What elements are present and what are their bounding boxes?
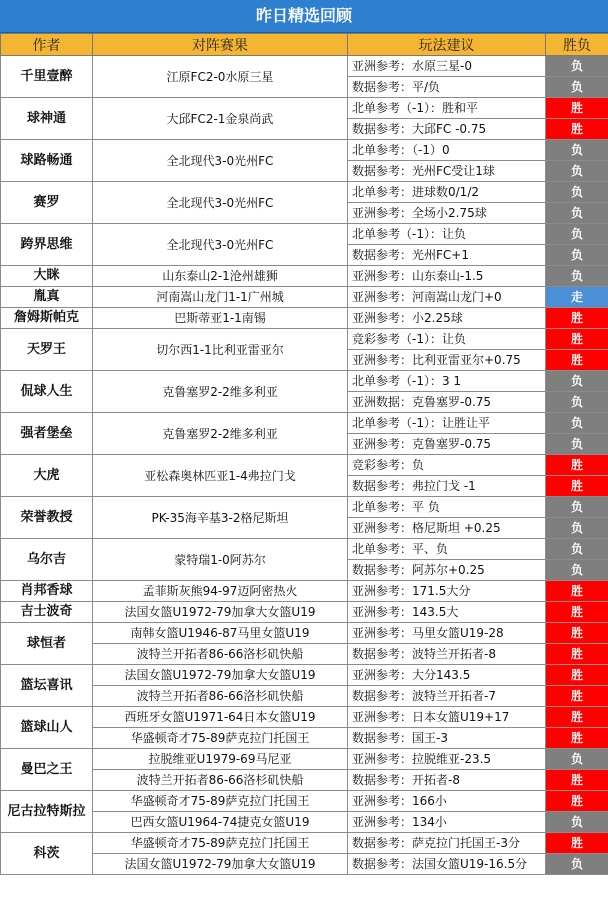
result-badge: 负: [546, 539, 608, 560]
match-cell: 克鲁塞罗2-2维多利亚: [93, 371, 348, 413]
result-badge: 胜: [546, 686, 608, 707]
match-cell: 巴西女篮U1964-74捷克女篮U19: [93, 812, 348, 833]
tip-cell: 数据参考：弗拉门戈 -1: [348, 476, 546, 497]
match-cell: 江原FC2-0水原三星: [93, 56, 348, 98]
author-cell: 球路畅通: [1, 140, 93, 182]
table-row: [1, 749, 608, 770]
match-cell: 华盛顿奇才75-89萨克拉门托国王: [93, 791, 348, 812]
tip-cell: 数据参考：大邱FC -0.75: [348, 119, 546, 140]
result-badge: 负: [546, 392, 608, 413]
tip-cell: 亚洲参考：克鲁塞罗-0.75: [348, 434, 546, 455]
author-cell: 胤真: [1, 287, 93, 308]
author-cell: 大虎: [1, 455, 93, 497]
match-cell: 波特兰开拓者86-66洛杉矶快船: [93, 644, 348, 665]
tip-cell: 数据参考：波特兰开拓者-8: [348, 644, 546, 665]
match-cell: 南韩女篮U1946-87马里女篮U19: [93, 623, 348, 644]
result-badge: 负: [546, 749, 608, 770]
tip-cell: 亚洲参考：水原三星-0: [348, 56, 546, 77]
table-row: [1, 791, 608, 812]
result-badge: 走: [546, 287, 608, 308]
author-cell: 侃球人生: [1, 371, 93, 413]
result-badge: 负: [546, 203, 608, 224]
result-badge: 负: [546, 56, 608, 77]
author-cell: 吉士波奇: [1, 602, 93, 623]
tip-cell: 北单参考：进球数0/1/2: [348, 182, 546, 203]
tip-cell: 数据参考：波特兰开拓者-7: [348, 686, 546, 707]
result-badge: 负: [546, 854, 608, 875]
match-cell: 法国女篮U1972-79加拿大女篮U19: [93, 665, 348, 686]
table-row: [1, 224, 608, 245]
tip-cell: 亚洲参考：山东泰山-1.5: [348, 266, 546, 287]
table-row: [1, 707, 608, 728]
tip-cell: 北单参考（-1）：胜和平: [348, 98, 546, 119]
results-table: [0, 33, 608, 875]
result-badge: 胜: [546, 665, 608, 686]
table-row: [1, 644, 608, 665]
tip-cell: 亚洲参考：格尼斯坦 +0.25: [348, 518, 546, 539]
result-badge: 负: [546, 434, 608, 455]
tip-cell: 亚洲参考：143.5大: [348, 602, 546, 623]
match-cell: 西班牙女篮U1971-64日本女篮U19: [93, 707, 348, 728]
author-cell: 科茨: [1, 833, 93, 875]
tip-cell: 亚洲参考：全场小2.75球: [348, 203, 546, 224]
table-row: [1, 602, 608, 623]
table-row: [1, 413, 608, 434]
table-row: [1, 539, 608, 560]
result-badge: 胜: [546, 791, 608, 812]
author-cell: 大眯: [1, 266, 93, 287]
match-cell: PK-35海辛基3-2格尼斯坦: [93, 497, 348, 539]
table-row: [1, 329, 608, 350]
tip-cell: 北单参考（-1）：让胜让平: [348, 413, 546, 434]
result-badge: 胜: [546, 350, 608, 371]
match-cell: 全北现代3-0光州FC: [93, 224, 348, 266]
tip-cell: 北单参考：平、负: [348, 539, 546, 560]
table-row: [1, 623, 608, 644]
tip-cell: 亚洲参考：大分143.5: [348, 665, 546, 686]
tip-cell: 亚洲参考：比利亚雷亚尔+0.75: [348, 350, 546, 371]
result-badge: 胜: [546, 476, 608, 497]
author-cell: 尼古拉特斯拉: [1, 791, 93, 833]
match-cell: 蒙特瑞1-0阿苏尔: [93, 539, 348, 581]
header-tip: 玩法建议: [348, 34, 546, 56]
author-cell: 荣誉教授: [1, 497, 93, 539]
table-row: [1, 455, 608, 476]
tip-cell: 数据参考：光州FC+1: [348, 245, 546, 266]
tip-cell: 亚洲参考：马里女篮U19-28: [348, 623, 546, 644]
author-cell: 詹姆斯帕克: [1, 308, 93, 329]
table-row: [1, 56, 608, 77]
author-cell: 篮坛喜讯: [1, 665, 93, 707]
match-cell: 巴斯蒂亚1-1南锡: [93, 308, 348, 329]
tip-cell: 数据参考：法国女篮U19-16.5分: [348, 854, 546, 875]
table-row: [1, 98, 608, 119]
match-cell: 华盛顿奇才75-89萨克拉门托国王: [93, 833, 348, 854]
tip-cell: 数据参考：开拓者-8: [348, 770, 546, 791]
tip-cell: 数据参考：光州FC受让1球: [348, 161, 546, 182]
result-badge: 负: [546, 224, 608, 245]
table-row: [1, 140, 608, 161]
match-cell: 克鲁塞罗2-2维多利亚: [93, 413, 348, 455]
table-row: [1, 686, 608, 707]
table-row: [1, 371, 608, 392]
author-cell: 千里壹醉: [1, 56, 93, 98]
match-cell: 法国女篮U1972-79加拿大女篮U19: [93, 854, 348, 875]
result-badge: 胜: [546, 707, 608, 728]
tip-cell: 亚洲参考：拉脱维亚-23.5: [348, 749, 546, 770]
tip-cell: 北单参考：（-1）0: [348, 140, 546, 161]
result-badge: 负: [546, 413, 608, 434]
tip-cell: 竞彩参考：负: [348, 455, 546, 476]
tip-cell: 数据参考：国王-3: [348, 728, 546, 749]
result-badge: 负: [546, 140, 608, 161]
result-badge: 负: [546, 497, 608, 518]
header-result: 胜负: [546, 34, 608, 56]
author-cell: 乌尔吉: [1, 539, 93, 581]
match-cell: 大邱FC2-1金泉尚武: [93, 98, 348, 140]
table-body: [1, 56, 608, 875]
result-badge: 负: [546, 812, 608, 833]
result-badge: 胜: [546, 623, 608, 644]
header-match: 对阵赛果: [93, 34, 348, 56]
table-row: [1, 854, 608, 875]
match-cell: 河南嵩山龙门1-1广州城: [93, 287, 348, 308]
author-cell: 球神通: [1, 98, 93, 140]
result-badge: 负: [546, 245, 608, 266]
match-cell: 全北现代3-0光州FC: [93, 140, 348, 182]
tip-cell: 亚洲参考：日本女篮U19+17: [348, 707, 546, 728]
match-cell: 亚松森奥林匹亚1-4弗拉门戈: [93, 455, 348, 497]
result-badge: 胜: [546, 644, 608, 665]
match-cell: 切尔西1-1比利亚雷亚尔: [93, 329, 348, 371]
table-row: [1, 665, 608, 686]
result-badge: 负: [546, 371, 608, 392]
author-cell: 球恒者: [1, 623, 93, 665]
table-row: [1, 770, 608, 791]
tip-cell: 数据参考：萨克拉门托国王-3分: [348, 833, 546, 854]
author-cell: 曼巴之王: [1, 749, 93, 791]
table-row: [1, 833, 608, 854]
result-badge: 胜: [546, 119, 608, 140]
result-badge: 负: [546, 518, 608, 539]
tip-cell: 亚洲参考：134小: [348, 812, 546, 833]
header-author: 作者: [1, 34, 93, 56]
tip-cell: 竞彩参考（-1）：让负: [348, 329, 546, 350]
author-cell: 篮球山人: [1, 707, 93, 749]
result-badge: 负: [546, 161, 608, 182]
tip-cell: 数据参考：平/负: [348, 77, 546, 98]
table-row: [1, 182, 608, 203]
author-cell: 强者堡垒: [1, 413, 93, 455]
table-row: [1, 287, 608, 308]
result-badge: 负: [546, 266, 608, 287]
table-row: [1, 266, 608, 287]
result-badge: 胜: [546, 770, 608, 791]
match-cell: 拉脱维亚U1979-69马尼亚: [93, 749, 348, 770]
match-cell: 华盛顿奇才75-89萨克拉门托国王: [93, 728, 348, 749]
match-cell: 波特兰开拓者86-66洛杉矶快船: [93, 686, 348, 707]
result-badge: 负: [546, 77, 608, 98]
match-cell: 波特兰开拓者86-66洛杉矶快船: [93, 770, 348, 791]
result-badge: 负: [546, 560, 608, 581]
tip-cell: 数据参考：阿苏尔+0.25: [348, 560, 546, 581]
result-badge: 胜: [546, 308, 608, 329]
author-cell: 跨界思维: [1, 224, 93, 266]
table-row: [1, 308, 608, 329]
result-badge: 负: [546, 182, 608, 203]
result-badge: 胜: [546, 602, 608, 623]
table-row: [1, 728, 608, 749]
tip-cell: 亚洲参考：171.5大分: [348, 581, 546, 602]
tip-cell: 亚洲参考：河南嵩山龙门+0: [348, 287, 546, 308]
table-row: [1, 581, 608, 602]
table-row: [1, 812, 608, 833]
tip-cell: 亚洲参考：166小: [348, 791, 546, 812]
result-badge: 胜: [546, 455, 608, 476]
table-header-row: [1, 34, 608, 56]
page-title: 昨日精选回顾: [0, 0, 608, 33]
tip-cell: 北单参考（-1）：让负: [348, 224, 546, 245]
tip-cell: 亚洲参考：小2.25球: [348, 308, 546, 329]
tip-cell: 北单参考（-1）：3 1: [348, 371, 546, 392]
match-cell: 孟菲斯灰熊94-97迈阿密热火: [93, 581, 348, 602]
result-badge: 胜: [546, 329, 608, 350]
match-cell: 全北现代3-0光州FC: [93, 182, 348, 224]
tip-cell: 亚洲数据：克鲁塞罗-0.75: [348, 392, 546, 413]
result-badge: 胜: [546, 833, 608, 854]
result-badge: 胜: [546, 98, 608, 119]
table-row: [1, 497, 608, 518]
author-cell: 肖邦香球: [1, 581, 93, 602]
match-cell: 法国女篮U1972-79加拿大女篮U19: [93, 602, 348, 623]
tip-cell: 北单参考：平 负: [348, 497, 546, 518]
match-cell: 山东泰山2-1沧州雄狮: [93, 266, 348, 287]
author-cell: 赛罗: [1, 182, 93, 224]
result-badge: 胜: [546, 581, 608, 602]
result-badge: 胜: [546, 728, 608, 749]
author-cell: 天罗王: [1, 329, 93, 371]
